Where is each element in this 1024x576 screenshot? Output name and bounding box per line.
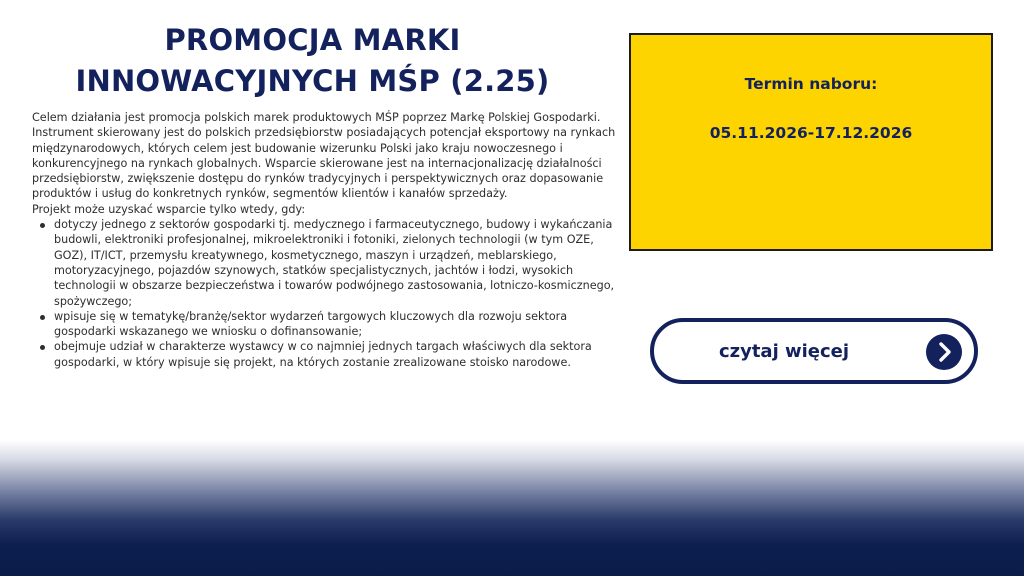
page-title-line-2: INNOWACYJNYCH MŚP (2.25) [75,64,550,98]
conditions-list [32,217,617,370]
deadline-box [629,33,993,251]
deadline-dates: 05.11.2026-17.12.2026 [709,124,913,142]
condition-item: obejmuje udział w charakterze wystawcy w co najmniej jednych targach właściwych dla sektora gospodarki, w który wpisuje się projekt, na których zostanie zrealizowane stoisko narodowe. [54,339,617,370]
conditions-lead: Projekt może uzyskać wsparcie tylko wtedy, gdy: [32,202,306,216]
read-more-button[interactable] [650,318,978,384]
chevron-right-icon [926,334,962,370]
read-more-label: czytaj więcej [718,341,850,362]
condition-item: dotyczy jednego z sektorów gospodarki tj. medycznego i farmaceutycznego, budowy i wykańczania budowli, elektroniki profesjonalnej, mikroelektroniki i fotoniki, zielonych technologii (w tym OZE, GOZ), IT/ICT, przemysłu kreatywnego, kosmetycznego, maszyn i urządzeń, meblarskiego, motoryzacyjnego, pojazdów szynowych, statków specjalistycznych, jachtów i łodzi, wysokich technologii w obszarze bezpieczeństwa i towarów podwójnego zastosowania, lotniczo-kosmicznego, spożywczego; [54,217,617,309]
condition-item: wpisuje się w tematykę/branżę/sektor wydarzeń targowych kluczowych dla rozwoju sektora gospodarki wskazanego we wniosku o dofinansowanie; [54,309,617,340]
description [32,110,617,370]
intro-paragraph: Celem działania jest promocja polskich marek produktowych MŚP poprzez Markę Polskiej Gospodarki. Instrument skierowany jest do polskich przedsiębiorstw posiadających potencjał eksportowy na rynkach międzynarodowych, których celem jest budowanie wizerunku Polski jako kraju nowoczesnego i konkurencyjnego na rynkach globalnych. Wsparcie skierowane jest na internacjonalizację działalności przedsiębiorstw, zwiększenie dostępu do rynków tradycyjnych i perspektywicznych oraz dopasowanie produktów i usług do konkretnych rynków, segmentów klientów i kanałów sprzedaży. [32,111,616,201]
page-title [30,20,595,102]
deadline-label: Termin naboru: [744,75,878,93]
page-title-line-1: PROMOCJA MARKI [164,23,461,57]
